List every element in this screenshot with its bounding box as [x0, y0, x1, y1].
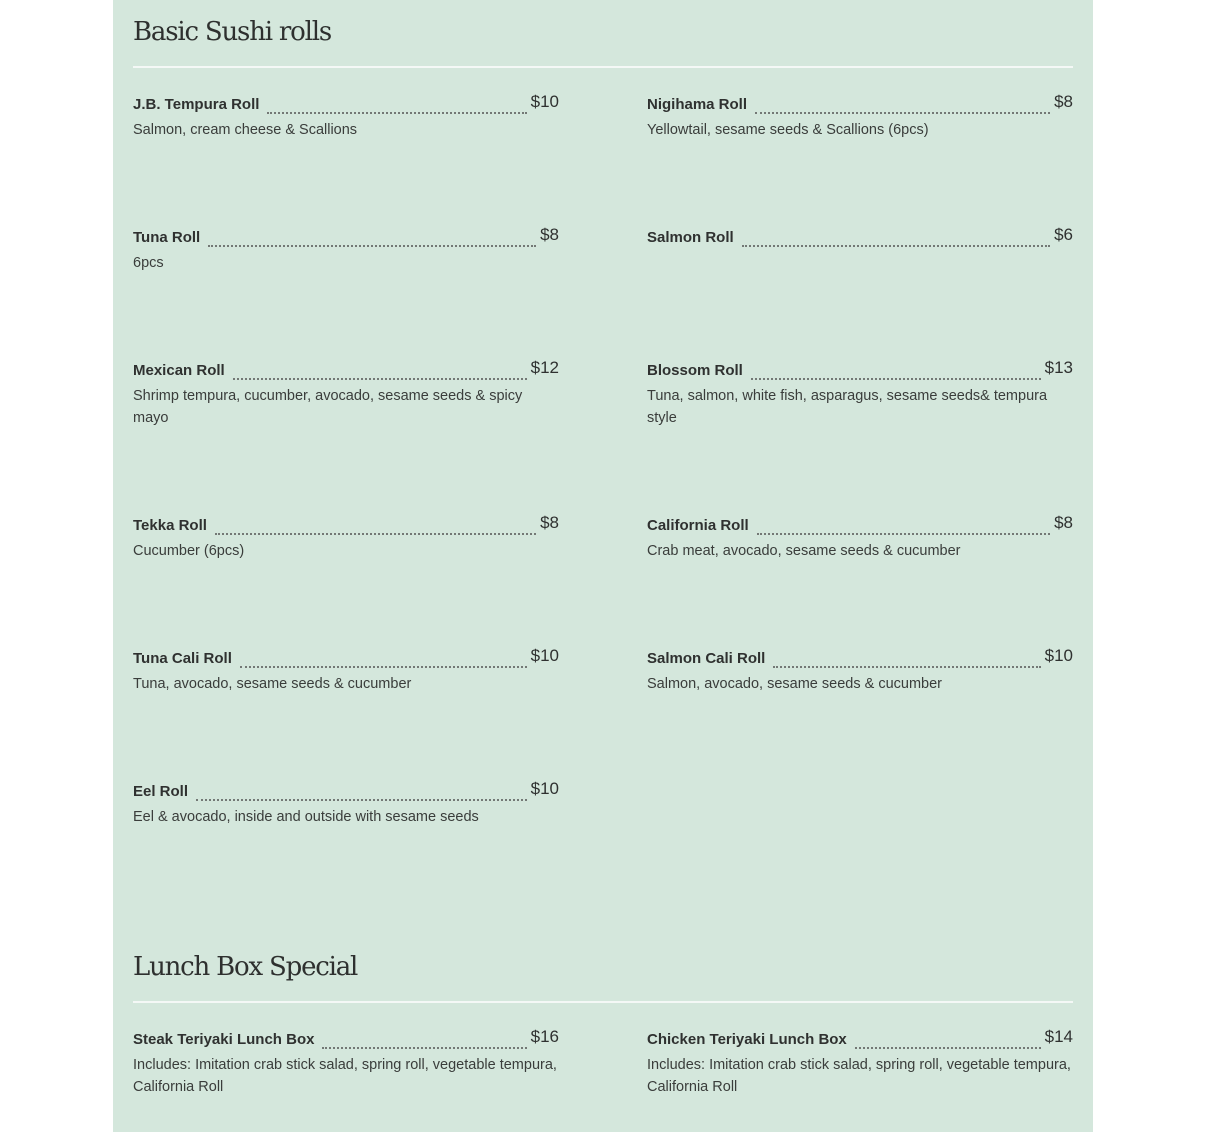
section-divider	[133, 66, 1073, 68]
dotted-leader	[751, 358, 1041, 380]
menu-item-description: Yellowtail, sesame seeds & Scallions (6pcs)	[647, 122, 929, 138]
menu-item-header	[133, 779, 559, 803]
menu-item-description: Crab meat, avocado, sesame seeds & cucumber	[647, 543, 961, 559]
menu-item-description: Tuna, salmon, white fish, asparagus, sesame seeds& tempura style	[647, 388, 1048, 426]
menu-item-header	[133, 646, 559, 670]
menu-panel	[113, 0, 1093, 1132]
menu-item-description: 6pcs	[133, 255, 164, 271]
dotted-leader	[757, 513, 1050, 535]
menu-item-name: Eel Roll	[133, 783, 189, 800]
menu-item-price: $10	[530, 779, 559, 798]
dotted-leader	[240, 646, 527, 668]
menu-item-header	[133, 513, 559, 537]
dotted-leader	[755, 92, 1050, 114]
menu-item-name: Nigihama Roll	[647, 96, 748, 113]
menu-item-header	[647, 1027, 1073, 1051]
menu-item-price: $13	[1044, 358, 1073, 377]
menu-item-price: $8	[540, 225, 559, 244]
menu-item-description: Includes: Imitation crab stick salad, spring roll, vegetable tempura, California Roll	[647, 1057, 1071, 1095]
dotted-leader	[742, 225, 1050, 247]
dotted-leader	[855, 1027, 1041, 1049]
menu-item-price: $10	[1044, 646, 1073, 665]
section-title-basic-sushi-rolls: Basic Sushi rolls	[133, 17, 331, 47]
menu-item-price: $10	[530, 92, 559, 111]
dotted-leader	[215, 513, 536, 535]
menu-item-header	[133, 358, 559, 382]
dotted-leader	[233, 358, 527, 380]
menu-item-description: Cucumber (6pcs)	[133, 543, 245, 559]
dotted-leader	[322, 1027, 526, 1049]
dotted-leader	[267, 92, 526, 114]
menu-item-header	[647, 92, 1073, 116]
menu-item-price: $10	[530, 646, 559, 665]
menu-item-price: $12	[530, 358, 559, 377]
menu-item-description: Shrimp tempura, cucumber, avocado, sesame seeds & spicy mayo	[133, 388, 523, 426]
menu-item-header	[133, 92, 559, 116]
menu-item-description: Tuna, avocado, sesame seeds & cucumber	[133, 676, 412, 692]
menu-item-header	[133, 1027, 559, 1051]
menu-item-description: Salmon, avocado, sesame seeds & cucumber	[647, 676, 942, 692]
section-title-lunch-box-special: Lunch Box Special	[133, 952, 358, 982]
menu-item-name: Tuna Cali Roll	[133, 650, 232, 667]
menu-item-description: Includes: Imitation crab stick salad, spring roll, vegetable tempura, California Roll	[133, 1057, 557, 1095]
menu-item-name: Salmon Cali Roll	[647, 650, 766, 667]
menu-item-name: Tekka Roll	[133, 517, 207, 534]
dotted-leader	[773, 646, 1040, 668]
menu-item-price: $6	[1054, 225, 1073, 244]
menu-item-name: Blossom Roll	[647, 362, 743, 379]
menu-item-name: Steak Teriyaki Lunch Box	[133, 1031, 315, 1048]
menu-item-name: Tuna Roll	[133, 229, 201, 246]
menu-item-header	[133, 225, 559, 249]
menu-item-price: $8	[1054, 513, 1073, 532]
menu-item-description: Eel & avocado, inside and outside with sesame seeds	[133, 809, 479, 825]
menu-item-header	[647, 358, 1073, 382]
menu-item-price: $8	[1054, 92, 1073, 111]
menu-item-header	[647, 225, 1073, 249]
menu-item-name: Mexican Roll	[133, 362, 225, 379]
menu-item-name: California Roll	[647, 517, 749, 534]
menu-item-name: Chicken Teriyaki Lunch Box	[647, 1031, 847, 1048]
menu-item-price: $8	[540, 513, 559, 532]
menu-item-description: Salmon, cream cheese & Scallions	[133, 122, 358, 138]
menu-item-price: $14	[1044, 1027, 1073, 1046]
menu-item-price: $16	[530, 1027, 559, 1046]
menu-item-name: Salmon Roll	[647, 229, 734, 246]
dotted-leader	[208, 225, 536, 247]
menu-item-header	[647, 513, 1073, 537]
menu-item-name: J.B. Tempura Roll	[133, 96, 260, 113]
menu-item-header	[647, 646, 1073, 670]
dotted-leader	[196, 779, 527, 801]
section-divider	[133, 1001, 1073, 1003]
